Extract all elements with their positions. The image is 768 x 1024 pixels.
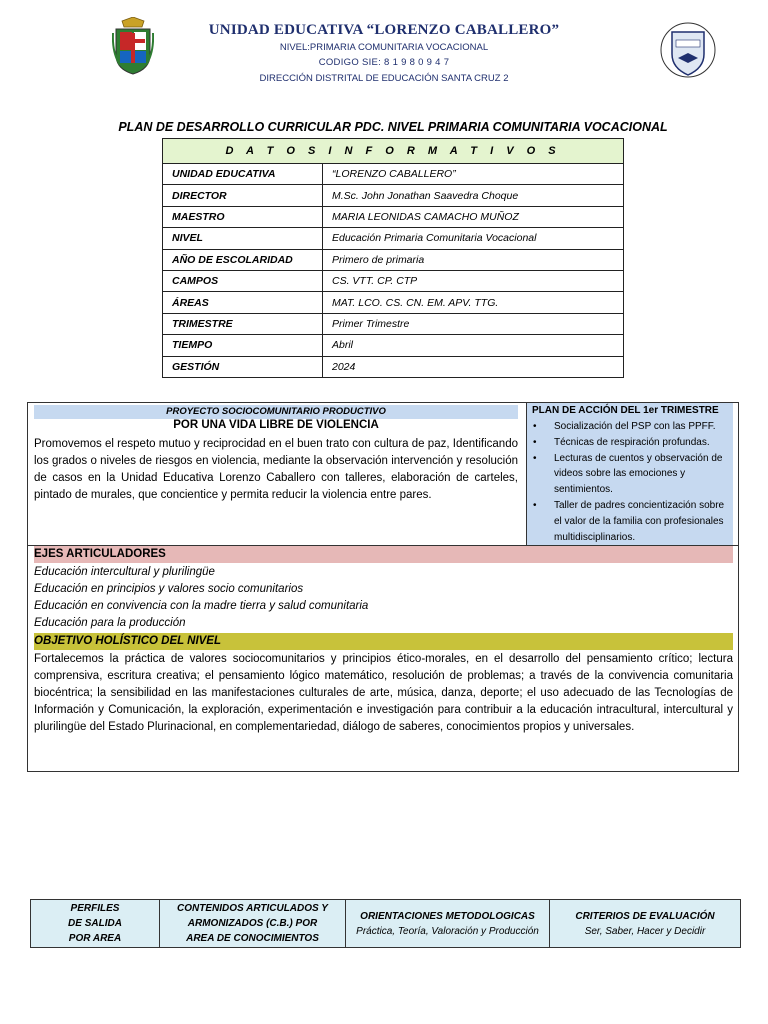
table-row — [163, 313, 624, 334]
list-item: • Técnicas de respiración profundas. — [530, 435, 734, 451]
objetivo-heading: OBJETIVO HOLÍSTICO DEL NIVEL — [34, 633, 733, 650]
row-label: CAMPOS — [163, 270, 323, 291]
row-value: Educación Primaria Comunitaria Vocacional — [323, 228, 624, 249]
row-value: Primero de primaria — [323, 249, 624, 270]
list-item: Educación en convivencia con la madre tierra y salud comunitaria — [34, 600, 369, 612]
list-item: Educación intercultural y plurilingüe — [34, 566, 215, 578]
row-label: AÑO DE ESCOLARIDAD — [163, 249, 323, 270]
nivel-line: NIVEL:PRIMARIA COMUNITARIA VOCACIONAL — [279, 42, 489, 53]
row-value: MAT. LCO. CS. CN. EM. APV. TTG. — [323, 292, 624, 313]
row-value: Primer Trimestre — [323, 313, 624, 334]
row-label: TIEMPO — [163, 335, 323, 356]
codigo-line: CODIGO SIE: 8 1 9 8 0 9 4 7 — [318, 57, 450, 68]
criterios-header — [550, 900, 741, 948]
list-item: • Taller de padres concientización sobre el valor de la familia con profesionales multidisciplinarios. — [530, 498, 734, 545]
header-line: ARMONIZADOS (C.B.) POR — [187, 918, 318, 929]
ejes-heading: EJES ARTICULADORES — [34, 546, 733, 563]
header-line: PERFILES — [70, 903, 120, 914]
table-row — [163, 228, 624, 249]
table-row — [163, 206, 624, 227]
header-line: CONTENIDOS ARTICULADOS Y — [177, 903, 328, 914]
table-title: D A T O S I N F O R M A T I V O S — [163, 139, 624, 164]
row-label: DIRECTOR — [163, 185, 323, 206]
plan-accion-list — [530, 419, 734, 545]
row-label: GESTIÓN — [163, 356, 323, 377]
header-title: CRITERIOS DE EVALUACIÓN — [575, 910, 715, 922]
row-label: TRIMESTRE — [163, 313, 323, 334]
header-line: DE SALIDA — [68, 918, 122, 929]
header-sub: Ser, Saber, Hacer y Decidir — [584, 925, 706, 937]
list-item: • Lecturas de cuentos y observación de videos sobre las emociones y sentimientos. — [530, 451, 734, 498]
list-item: • Socialización del PSP con las PPFF. — [530, 419, 734, 435]
school-name: UNIDAD EDUCATIVA “LORENZO CABALLERO” — [208, 22, 560, 38]
table-row — [163, 270, 624, 291]
contenidos-header — [160, 900, 346, 948]
row-value: MARIA LEONIDAS CAMACHO MUÑOZ — [323, 206, 624, 227]
row-label: ÁREAS — [163, 292, 323, 313]
direccion-line: DIRECCIÓN DISTRITAL DE EDUCACIÓN SANTA CRUZ 2 — [259, 73, 509, 84]
proyecto-text: Promovemos el respeto mutuo y reciprocidad en el buen trato con cultura de paz, Identificando los grados o niveles de riesgos en violencia, mediante la observación intervención y resolución de casos en la Unidad Educativa Lorenzo Caballero con talleres, elaboración de carteles, pintado de murales, que concientice y permita reducir la violencia entre pares. — [34, 438, 518, 501]
column-divider — [526, 403, 527, 545]
row-label: NIVEL — [163, 228, 323, 249]
proyecto-section — [27, 402, 739, 772]
table-row — [163, 356, 624, 377]
row-label: MAESTRO — [163, 206, 323, 227]
plan-title: PLAN DE DESARROLLO CURRICULAR PDC. NIVEL PRIMARIA COMUNITARIA VOCACIONAL — [118, 120, 668, 134]
header-sub: Práctica, Teoría, Valoración y Producción — [356, 925, 539, 937]
list-item: Educación para la producción — [34, 617, 186, 629]
perfiles-header — [31, 900, 160, 948]
proyecto-heading: PROYECTO SOCIOCOMUNITARIO PRODUCTIVO — [34, 405, 518, 419]
table-row — [163, 292, 624, 313]
proyecto-title: POR UNA VIDA LIBRE DE VIOLENCIA — [173, 419, 379, 431]
row-label: UNIDAD EDUCATIVA — [163, 164, 323, 185]
row-value: CS. VTT. CP. CTP — [323, 270, 624, 291]
header-title: ORIENTACIONES METODOLOGICAS — [360, 910, 535, 922]
objetivo-text: Fortalecemos la práctica de valores sociocomunitarios y principios ético-morales, en el desarrollo del pensamiento crítico; lectura comprensiva, escritura creativa; el pensamiento lógico matemático, resolución de problemas; a través de la convivencia comunitaria biocéntrica; la sensibilidad en las manifestaciones culturales de arte, música, danza, deporte; el uso adecuado de las Tecnologías de Información y Comunicación, la exploración, experimentación e investigación para contribuir a la educación intracultural, intercultural y plurilingüe del Estado Plurinacional, en complementariedad, diálogo de saberes, conocimientos propios y universales. — [34, 653, 733, 733]
table-row — [163, 249, 624, 270]
row-value: “LORENZO CABALLERO” — [323, 164, 624, 185]
row-value: 2024 — [323, 356, 624, 377]
table-row — [163, 335, 624, 356]
header-line: AREA DE CONOCIMIENTOS — [186, 933, 319, 944]
orientaciones-header — [346, 900, 550, 948]
datos-informativos-table — [162, 138, 624, 378]
list-item: Educación en principios y valores socio comunitarios — [34, 583, 304, 595]
row-value: Abril — [323, 335, 624, 356]
curriculum-header-table — [30, 899, 741, 948]
header-line: POR AREA — [68, 933, 122, 944]
row-value: M.Sc. John Jonathan Saavedra Choque — [323, 185, 624, 206]
plan-accion-title: PLAN DE ACCIÓN DEL 1er TRIMESTRE — [532, 405, 719, 416]
table-row — [163, 164, 624, 185]
table-row — [163, 185, 624, 206]
ejes-list — [34, 564, 368, 632]
